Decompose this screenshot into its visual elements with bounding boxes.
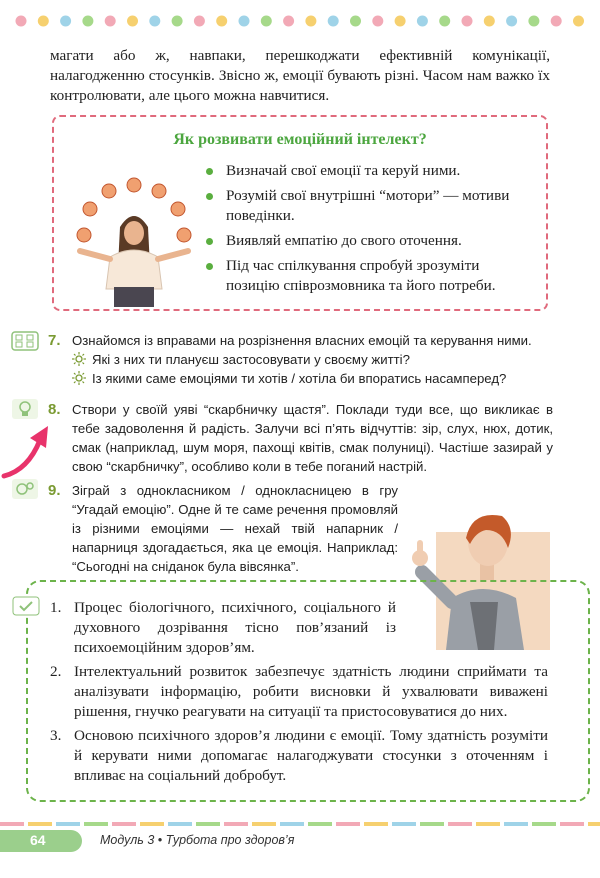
decorative-dot — [127, 16, 138, 27]
decorative-dot — [239, 16, 250, 27]
girl-with-emotion-faces-illustration — [74, 177, 194, 307]
task-subquestion — [72, 350, 553, 369]
task-text: Створи у своїй уяві “скарбничку щастя”. Поклади туди все, що викликає в тебе задоволення й радість. Залучи всі п’ять відчуттів: зір, слух, нюх, дотик, смак (наприклад, шум моря, пахощі квітів, смак полуниці). Частіше зазирай у свою “скарбничку”, особливо коли в тебе поганий настрій. — [72, 402, 553, 474]
task-8 — [48, 400, 553, 476]
summary-number: 2. — [50, 663, 62, 680]
sun-bullet-icon — [72, 352, 86, 366]
summary-number: 3. — [50, 727, 62, 744]
decorative-dot — [305, 16, 316, 27]
decorative-dot — [283, 16, 294, 27]
task-text: Ознайомся із вправами на розрізнення власних емоцій та керування ними. — [72, 333, 532, 348]
decorative-dot — [462, 16, 473, 27]
summary-item — [50, 598, 396, 658]
footer-stripe — [0, 822, 600, 826]
summary-number: 1. — [50, 599, 62, 616]
summary-text: Інтелектуальний розвиток забезпечує здатність людини сприймати та аналізувати інформацію, робити висновки й ухвалювати виважені рішення, гнучко реагувати на ситуації та пристосовуватися до них. — [74, 663, 548, 720]
task-subquestion — [72, 369, 553, 388]
group-work-icon — [10, 330, 40, 352]
page-number: 64 — [30, 832, 46, 848]
decorative-dot — [38, 16, 49, 27]
summary-item — [50, 662, 548, 722]
task-number: 9. — [48, 482, 61, 499]
decorative-dot — [16, 16, 27, 27]
task-number: 7. — [48, 332, 61, 349]
decorative-dot — [60, 16, 71, 27]
decorative-dot — [261, 16, 272, 27]
decorative-dot — [439, 16, 450, 27]
summary-text: Процес біологічного, психічного, соціального й духовного дозрівання тісно пов’язаний із психоемоційним здоров’ям. — [74, 599, 396, 656]
decorative-dot — [172, 16, 183, 27]
tip-item: Визначай свої емоції та керуй ними. — [204, 161, 534, 181]
decorative-dot — [372, 16, 383, 27]
tip-item: Виявляй емпатію до свого оточення. — [204, 231, 534, 251]
decorative-dot — [506, 16, 517, 27]
decorative-dot — [105, 16, 116, 27]
brain-gears-icon — [10, 478, 40, 500]
decorative-dot — [82, 16, 93, 27]
tips-box-title: Як розвивати емоційний інтелект? — [173, 131, 427, 148]
page-footer — [0, 822, 600, 878]
summary-item — [50, 726, 548, 786]
sun-bullet-icon — [72, 371, 86, 385]
subquestion-text: Із якими саме емоціями ти хотів / хотіла би впоратись насамперед? — [92, 371, 507, 386]
decorative-dot — [484, 16, 495, 27]
tip-item: Розумій свої внутрішні “мотори” — мотиви поведінки. — [204, 186, 534, 226]
task-number: 8. — [48, 401, 61, 418]
subquestion-text: Які з них ти плануєш застосовувати у своєму житті? — [92, 352, 410, 367]
intro-paragraph: магати або ж, навпаки, перешкоджати ефективній комунікації, налагодженню стосунків. Звісно ж, емоції бувають різні. Часом нам важко їх контролювати, але цього можна навчитися. — [50, 47, 550, 104]
task-9 — [48, 481, 398, 576]
tips-box — [52, 115, 548, 311]
decorative-dot — [216, 16, 227, 27]
lightbulb-icon — [10, 398, 40, 420]
checkmark-icon — [12, 596, 40, 616]
decorative-dot — [350, 16, 361, 27]
decorative-dot — [573, 16, 584, 27]
decorative-dots — [14, 14, 586, 28]
decorative-dot — [194, 16, 205, 27]
decorative-dot — [395, 16, 406, 27]
decorative-dot — [551, 16, 562, 27]
task-7 — [48, 331, 553, 388]
decorative-dot — [417, 16, 428, 27]
tip-item: Під час спілкування спробуй зрозуміти позицію співрозмовника та його потреби. — [204, 256, 534, 296]
module-title: Модуль 3 • Турбота про здоров’я — [100, 833, 295, 847]
decorative-dot — [149, 16, 160, 27]
decorative-dot — [528, 16, 539, 27]
decorative-dot — [328, 16, 339, 27]
summary-list — [50, 598, 548, 790]
summary-text: Основою психічного здоров’я людини є емоції. Тому здатність розуміти й керувати ними допомагає налагоджувати стосунки з оточенням і впливає на соціальний добробут. — [74, 727, 548, 784]
task-text: Зіграй з однокласником / однокласницею в гру “Угадай емоцію”. Одне й те саме речення промовляй із різними емоціями — нехай твій напарник / напарниця здогадається, яка це емоція. Наприклад: “Сьогодні на сніданок була вівсянка”. — [72, 483, 398, 574]
tips-list — [204, 161, 534, 301]
